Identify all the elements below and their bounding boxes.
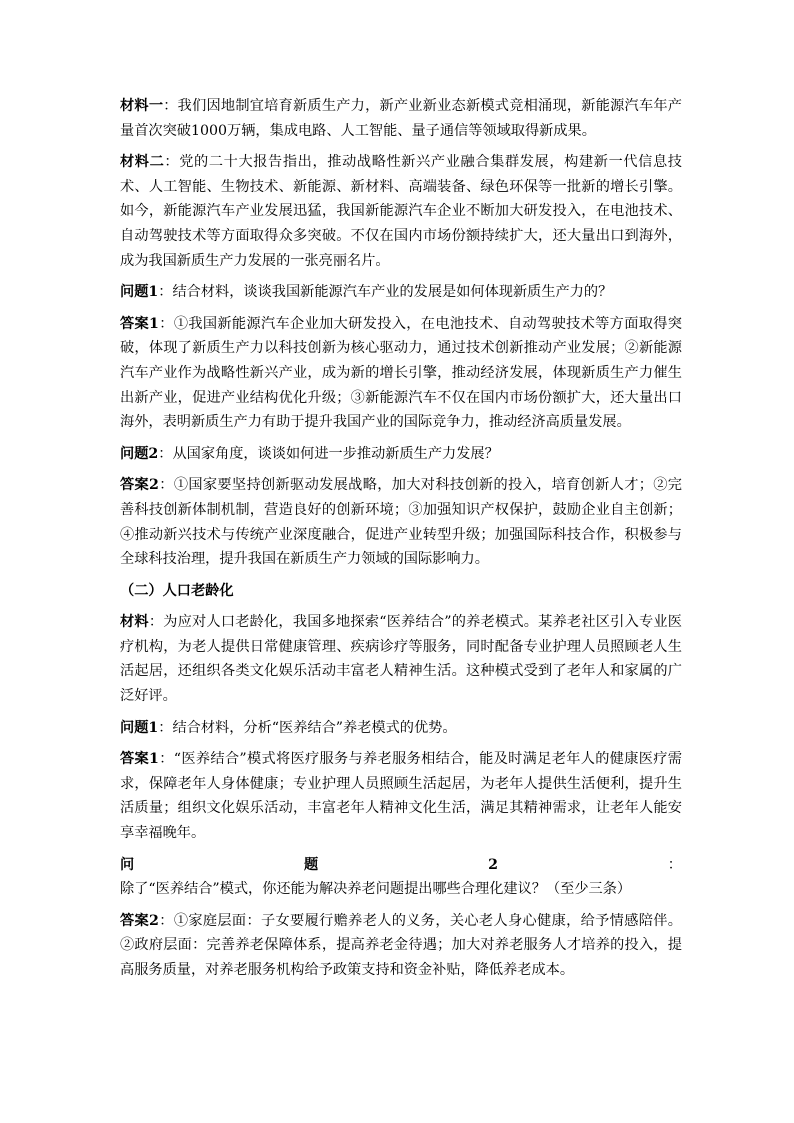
paragraph-label: 材料一	[120, 98, 164, 114]
section-heading: （二）人口老龄化	[120, 582, 234, 599]
question-1-paragraph	[120, 280, 682, 305]
aging-answer-2-paragraph	[120, 909, 682, 983]
label-separator: ：	[497, 856, 682, 873]
paragraph-text: ①国家要坚持创新驱动发展战略，加大对科技创新的投入，培育创新人才；②完善科技创新体制机制，营造良好的创新环境；③加强知识产权保护，鼓励企业自主创新；④推动新兴技术与传统产业深度融合，促进产业转型升级；加强国际科技合作，积极参与全球科技治理，提升我国在新质生产力领域的国际影响力。	[120, 477, 682, 568]
answer-1-paragraph	[120, 312, 682, 435]
label-separator: ：	[163, 98, 178, 114]
paragraph-label: 问题1	[120, 284, 159, 301]
paragraph-text: 结合材料，分析“医养结合”养老模式的优势。	[172, 719, 457, 736]
aging-material-paragraph	[120, 610, 682, 708]
paragraph-text: ①我国新能源汽车企业加大研发投入，在电池技术、自动驾驶技术等方面取得突破，体现了新质生产力以科技创新为核心驱动力，通过技术创新推动产业发展；②新能源汽车产业作为战略性新兴产业，成为新的增长引擎，推动经济发展，体现新质生产力催生出新产业，促进产业结构优化升级；③新能源汽车不仅在国内市场份额扩大，还大量出口海外，表明新质生产力有助于提升我国产业的国际竞争力，推动经济高质量发展。	[120, 315, 682, 431]
aging-question-2-paragraph	[120, 853, 682, 902]
paragraph-text: “医养结合”模式将医疗服务与养老服务相结合，能及时满足老年人的健康医疗需求，保障老年人身体健康；专业护理人员照顾生活起居，为老年人提供生活便利，提升生活质量；组织文化娱乐活动，丰富老年人精神文化生活，满足其精神需求，让老年人能安享幸福晚年。	[120, 751, 682, 842]
label-separator: ：	[164, 154, 180, 171]
paragraph-label: 问题2	[120, 445, 159, 462]
paragraph-label: 材料二	[120, 154, 165, 171]
paragraph-label: 问题1	[120, 719, 159, 736]
paragraph-label: 答案1	[120, 315, 159, 332]
label-separator: ：	[158, 477, 174, 494]
label-separator: ：	[158, 284, 173, 301]
label-separator: ：	[158, 315, 174, 332]
paragraph-label: 答案2	[120, 477, 159, 494]
paragraph-text: 除了“医养结合”模式，你还能为解决养老问题提出哪些合理化建议？（至少三条）	[120, 881, 632, 898]
label-separator: ：	[148, 614, 164, 631]
label-separator: ：	[158, 445, 173, 462]
label-separator: ：	[158, 751, 174, 768]
label-separator: ：	[158, 912, 174, 929]
aging-answer-1-paragraph	[120, 747, 682, 845]
paragraph-label: 材料	[120, 614, 149, 631]
paragraph-text: ①家庭层面：子女要履行赡养老人的义务，关心老人身心健康，给予情感陪伴。②政府层面：完善养老保障体系，提高养老金待遇；加大对养老服务人才培养的投入，提高服务质量，对养老服务机构给予政策支持和资金补贴，降低养老成本。	[120, 912, 682, 978]
paragraph-text: 从国家角度，谈谈如何进一步推动新质生产力发展？	[172, 445, 499, 462]
aging-question-1-paragraph	[120, 716, 682, 741]
paragraph-text: 结合材料，谈谈我国新能源汽车产业的发展是如何体现新质生产力的？	[172, 284, 613, 301]
paragraph-text: 为应对人口老龄化，我国多地探索“医养结合”的养老模式。某养老社区引入专业医疗机构，为老人提供日常健康管理、疾病诊疗等服务，同时配备专业护理人员照顾老人生活起居，还组织各类文化娱乐活动丰富老人精神生活。这种模式受到了老年人和家属的广泛好评。	[120, 614, 682, 705]
label-separator: ：	[158, 719, 173, 736]
material-2-paragraph	[120, 150, 682, 273]
paragraph-label: 问题2	[120, 856, 498, 873]
material-1-paragraph	[120, 94, 682, 143]
paragraph-text: 党的二十大报告指出，推动战略性新兴产业融合集群发展，构建新一代信息技术、人工智能、生物技术、新能源、新材料、高端装备、绿色环保等一批新的增长引擎。如今，新能源汽车产业发展迅猛，我国新能源汽车企业不断加大研发投入，在电池技术、自动驾驶技术等方面取得众多突破。不仅在国内市场份额持续扩大，还大量出口到海外，成为我国新质生产力发展的一张亮丽名片。	[120, 154, 682, 269]
document-page	[120, 94, 682, 990]
answer-2-paragraph	[120, 473, 682, 571]
paragraph-label: 答案2	[120, 912, 159, 929]
question-2-paragraph	[120, 442, 682, 467]
paragraph-label: 答案1	[120, 751, 159, 768]
paragraph-text: 我们因地制宜培育新质生产力，新产业新业态新模式竞相涌现，新能源汽车年产量首次突破1000万辆，集成电路、人工智能、量子通信等领域取得新成果。	[120, 98, 682, 139]
